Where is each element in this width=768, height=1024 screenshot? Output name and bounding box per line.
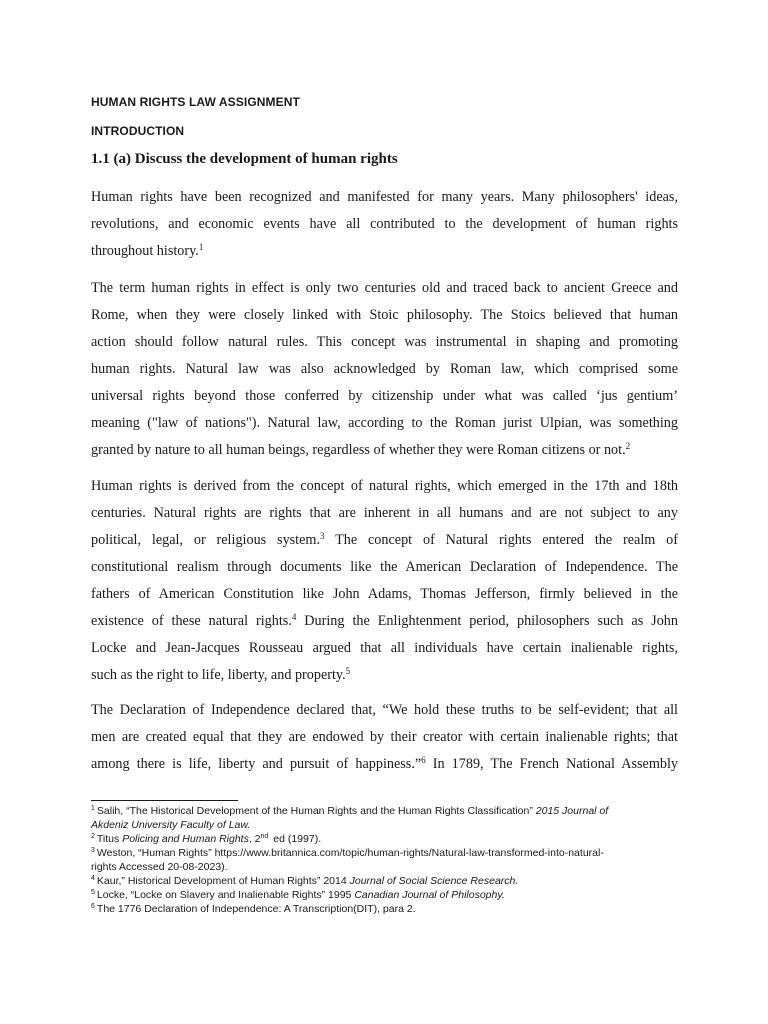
- paragraph-4: [91, 697, 678, 778]
- paragraph-line: Human rights is derived from the concept of natural rights, which emerged in the 17th and 18th: [91, 478, 678, 494]
- paragraph-line: [91, 238, 678, 265]
- paragraph-line: [91, 437, 678, 464]
- footnote-text: rights Accessed 20-08-2023).: [91, 861, 228, 873]
- paragraph-line: men are created equal that they are endowed by their creator with certain inalienable rights; that: [91, 729, 678, 745]
- footnote-3-cont: [91, 860, 691, 874]
- footnote-italic: Akdeniz University Faculty of Law.: [91, 819, 251, 831]
- footnote-text: Locke, “Locke on Slavery and Inalienable Rights” 1995: [96, 889, 355, 901]
- line-text: The concept of Natural rights entered the realm of: [324, 532, 678, 548]
- footnote-number: 6: [91, 903, 95, 910]
- section-heading: 1.1 (a) Discuss the development of human rights: [91, 151, 398, 167]
- paragraph-line: Locke and Jean-Jacques Rousseau argued that all individuals have certain inalienable rights,: [91, 640, 678, 656]
- footnote-3: [91, 846, 691, 860]
- footnote-ref[interactable]: 4: [291, 612, 297, 622]
- footnote-5: [91, 888, 691, 902]
- line-text: granted by nature to all human beings, regardless of whether they were Roman citizens or not.: [91, 442, 626, 458]
- footnote-number: 1: [91, 805, 95, 812]
- footnote-1-cont: [91, 818, 691, 832]
- paragraph-line: [91, 662, 678, 689]
- footnote-text: Weston, “Human Rights” https://www.britannica.com/topic/human-rights/Natural-law-transformed-into-natural-: [96, 847, 604, 859]
- paragraph-line: [91, 527, 678, 554]
- line-text: political, legal, or religious system.: [91, 532, 320, 548]
- footnote-number: 5: [91, 889, 95, 896]
- footnote-italic: Canadian Journal of Philosophy.: [354, 889, 505, 901]
- line-text: throughout history.: [91, 243, 199, 259]
- footnote-text: The 1776 Declaration of Independence: A Transcription(DIT), para 2.: [96, 903, 416, 915]
- footnote-6: [91, 902, 691, 916]
- line-text: such as the right to life, liberty, and property.: [91, 667, 346, 683]
- paragraph-line: meaning ("law of nations"). Natural law, according to the Roman jurist Ulpian, was something: [91, 415, 678, 431]
- paragraph-line: Human rights have been recognized and manifested for many years. Many philosophers' ideas,: [91, 189, 678, 205]
- line-text: existence of these natural rights.: [91, 613, 292, 629]
- footnote-italic: Journal of Social Science Research.: [349, 875, 519, 887]
- footnote-text: Salih, “The Historical Development of the Human Rights and the Human Rights Classification”: [96, 805, 536, 817]
- line-text: among there is life, liberty and pursuit of happiness.”: [91, 756, 422, 772]
- footnote-italic: 2015 Journal of: [535, 805, 609, 817]
- paragraph-line: [91, 751, 678, 778]
- line-text: In 1789, The French National Assembly: [425, 756, 678, 772]
- ordinal-suffix: nd: [260, 833, 269, 840]
- paragraph-2: [91, 275, 678, 464]
- paragraph-line: human rights. Natural law was also acknowledged by Roman law, which comprised some: [91, 361, 678, 377]
- footnote-number: 2: [91, 833, 95, 840]
- footnote-separator: [91, 800, 238, 801]
- paragraph-line: The term human rights in effect is only two centuries old and traced back to ancient Greece and: [91, 280, 678, 296]
- footnote-italic: Policing and Human Rights: [122, 833, 249, 845]
- footnote-text: Kaur,” Historical Development of Human Rights” 2014: [96, 875, 350, 887]
- paragraph-line: [91, 608, 678, 635]
- line-text: During the Enlightenment period, philosophers such as John: [296, 613, 678, 629]
- footnotes: [91, 804, 691, 916]
- paragraph-3: [91, 473, 678, 689]
- footnote-text: Titus: [96, 833, 123, 845]
- paragraph-line: Rome, when they were closely linked with Stoic philosophy. The Stoics believed that human: [91, 307, 678, 323]
- footnote-ref[interactable]: 5: [345, 666, 351, 676]
- footnote-ref[interactable]: 6: [421, 755, 426, 765]
- footnote-ref[interactable]: 1: [198, 242, 204, 252]
- footnote-text: ed (1997).: [270, 833, 322, 845]
- footnote-number: 3: [91, 847, 95, 854]
- paragraph-line: universal rights beyond those conferred by citizenship under what was called ‘jus gentium’: [91, 388, 678, 404]
- paragraph-1: [91, 184, 678, 265]
- paragraph-line: constitutional realism through documents like the American Declaration of Independence. The: [91, 559, 678, 575]
- footnote-4: [91, 874, 691, 888]
- footnote-2: [91, 832, 691, 846]
- paragraph-line: The Declaration of Independence declared that, “We hold these truths to be self-evident; that all: [91, 702, 678, 718]
- document-title: HUMAN RIGHTS LAW ASSIGNMENT: [91, 95, 300, 109]
- footnote-ref[interactable]: 3: [320, 531, 325, 541]
- paragraph-line: fathers of American Constitution like John Adams, Thomas Jefferson, firmly believed in the: [91, 586, 678, 602]
- footnote-text: , 2: [248, 833, 261, 845]
- footnote-ref[interactable]: 2: [625, 441, 631, 451]
- paragraph-line: revolutions, and economic events have all contributed to the development of human rights: [91, 216, 678, 232]
- paragraph-line: action should follow natural rules. This concept was instrumental in shaping and promoting: [91, 334, 678, 350]
- footnote-number: 4: [91, 875, 95, 882]
- paragraph-line: centuries. Natural rights are rights that are inherent in all humans and are not subject to any: [91, 505, 678, 521]
- introduction-heading: INTRODUCTION: [91, 124, 185, 138]
- footnote-1: [91, 804, 691, 818]
